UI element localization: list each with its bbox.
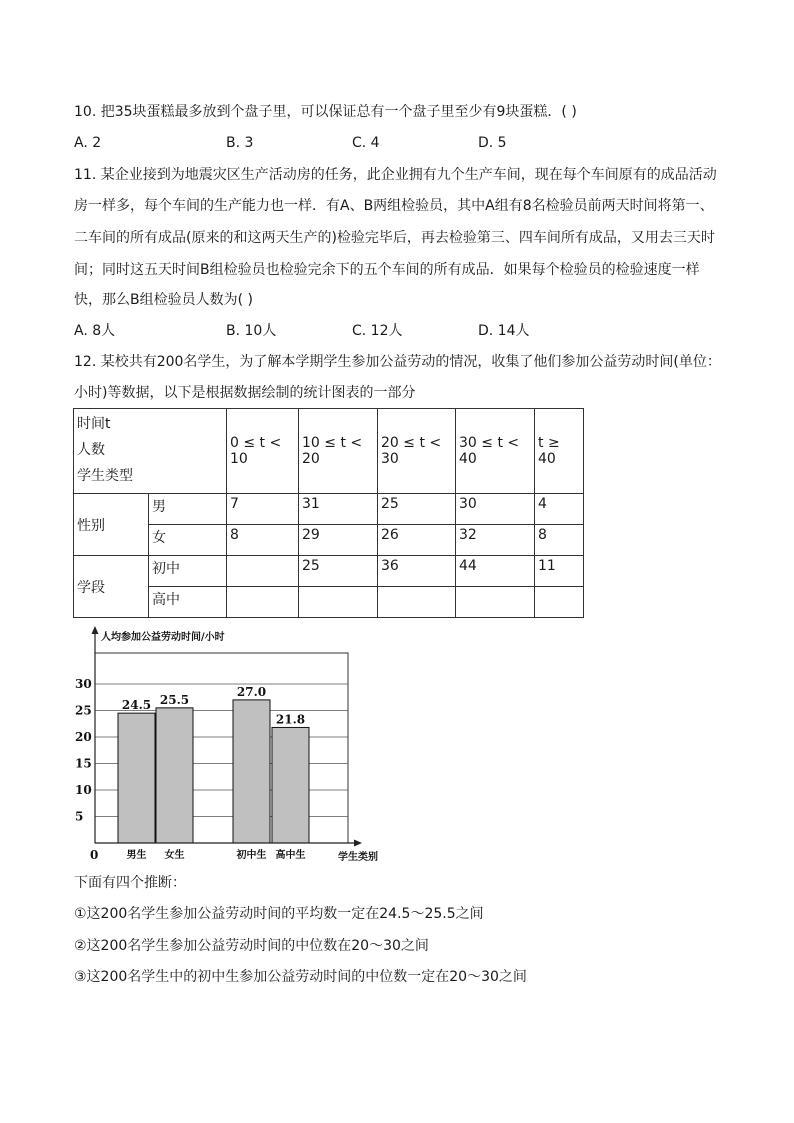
inference-3: ③这200名学生中的初中生参加公益劳动时间的中位数一定在20～30之间 [74, 969, 527, 985]
q11-option-a: A. 8人 [74, 323, 116, 339]
table-cell [227, 587, 299, 618]
y-tick-label: 25 [75, 703, 92, 718]
bar-value-label: 25.5 [159, 692, 190, 707]
table-row [74, 494, 584, 525]
row-label-male: 男 [149, 494, 227, 525]
inference-2: ②这200名学生参加公益劳动时间的中位数在20～30之间 [74, 938, 429, 954]
chart-bars [118, 685, 309, 861]
table-cell: 8 [227, 525, 299, 556]
q11-line: 快，那么B组检验员人数为( ) [74, 292, 253, 308]
bar [118, 713, 155, 843]
header-count-label: 人数 [77, 442, 105, 458]
y-axis-title: 人均参加公益劳动时间/小时 [101, 632, 225, 643]
bar [233, 700, 270, 843]
bar-value-label: 27.0 [236, 684, 267, 699]
x-category-label: 女生 [164, 850, 185, 861]
table-cell: 11 [535, 556, 584, 587]
table-cell [227, 556, 299, 587]
bar-value-label: 21.8 [275, 712, 306, 727]
header-type-label: 学生类型 [77, 468, 133, 484]
table-row [74, 525, 584, 556]
table-cell [456, 587, 535, 618]
bar [272, 727, 309, 843]
column-header: t ≥ 40 [535, 409, 584, 494]
y-tick-label: 20 [75, 730, 92, 744]
table-row [74, 556, 584, 587]
inference-intro: 下面有四个推断： [74, 875, 186, 891]
bar-chart [72, 624, 392, 868]
q11-option-d: D. 14人 [478, 323, 530, 339]
q12-line: 小时)等数据，以下是根据数据绘制的统计图表的一部分 [74, 385, 416, 401]
q10-option-d: D. 5 [478, 135, 507, 151]
table-cell [535, 587, 584, 618]
table-cell: 25 [299, 556, 378, 587]
q10-option-a: A. 2 [74, 135, 102, 151]
q10-option-c: C. 4 [352, 135, 380, 151]
row-label-senior: 高中 [149, 587, 227, 618]
q10-text: 10. 把35块蛋糕最多放到个盘子里，可以保证总有一个盘子里至少有9块蛋糕．( ) [74, 104, 577, 120]
table-cell: 36 [378, 556, 456, 587]
column-header: 30 ≤ t < 40 [456, 409, 535, 494]
q10-option-b: B. 3 [226, 135, 254, 151]
group-label-stage: 学段 [74, 556, 149, 618]
table-cell: 7 [227, 494, 299, 525]
table-cell: 31 [299, 494, 378, 525]
table-cell: 26 [378, 525, 456, 556]
q11-line: 11. 某企业接到为地震灾区生产活动房的任务，此企业拥有九个生产车间，现在每个车间原有的成品活动 [74, 167, 717, 183]
bar [156, 708, 193, 843]
group-label-gender: 性别 [74, 494, 149, 556]
table-row [74, 587, 584, 618]
y-tick-label: 15 [75, 756, 92, 771]
table-cell: 32 [456, 525, 535, 556]
y-axis-arrow [92, 626, 99, 634]
q12-line: 12. 某校共有200名学生，为了解本学期学生参加公益劳动的情况，收集了他们参加公益劳动时间(单位： [74, 354, 721, 370]
q11-line: 二车间的所有成品(原来的和这两天生产的)检验完毕后，再去检验第三、四车间所有成品，又用去三天时 [74, 230, 715, 246]
x-axis-arrow [354, 840, 362, 847]
column-header: 20 ≤ t < 30 [378, 409, 456, 494]
table-cell: 29 [299, 525, 378, 556]
x-category-label: 初中生 [236, 850, 267, 861]
table-cell: 25 [378, 494, 456, 525]
column-header: 0 ≤ t < 10 [227, 409, 299, 494]
table-cell: 30 [456, 494, 535, 525]
table-cell: 8 [535, 525, 584, 556]
q11-line: 房一样多，每个车间的生产能力也一样．有A、B两组检验员，其中A组有8名检验员前两天时间将第一、 [74, 198, 714, 214]
chart-ticks [75, 677, 92, 824]
bar-value-label: 24.5 [121, 698, 152, 713]
stats-table [73, 408, 584, 618]
y-tick-label: 5 [75, 809, 84, 824]
x-category-label: 男生 [126, 850, 147, 861]
x-category-label: 高中生 [275, 850, 306, 861]
q11-option-c: C. 12人 [352, 323, 403, 339]
q11-line: 间；同时这五天时间B组检验员也检验完余下的五个车间的所有成品．如果每个检验员的检验速度一样 [74, 262, 700, 278]
row-label-junior: 初中 [149, 556, 227, 587]
table-cell [299, 587, 378, 618]
table-cell: 44 [456, 556, 535, 587]
x-axis-title: 学生类别 [338, 852, 378, 863]
column-header: 10 ≤ t < 20 [299, 409, 378, 494]
inference-1: ①这200名学生参加公益劳动时间的平均数一定在24.5～25.5之间 [74, 906, 484, 922]
row-label-female: 女 [149, 525, 227, 556]
table-cell [378, 587, 456, 618]
table-corner-header [74, 409, 227, 494]
y-tick-label: 10 [75, 783, 92, 797]
y-tick-label: 30 [75, 677, 92, 691]
table-header-row [74, 409, 584, 494]
q11-option-b: B. 10人 [226, 323, 277, 339]
origin-label: 0 [90, 848, 99, 862]
table-cell: 4 [535, 494, 584, 525]
header-time-label: 时间t [77, 416, 111, 432]
